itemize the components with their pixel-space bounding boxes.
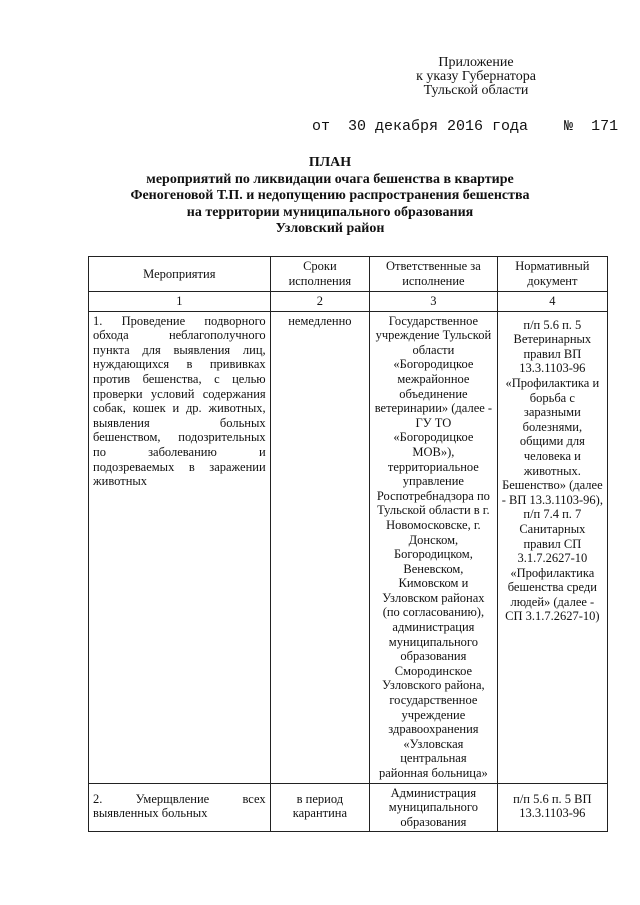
row-document: п/п 5.6 п. 5 Ветеринарных правил ВП 13.3.1103-96 «Профилактика и борьба с заразными болезнями, общими для человека и животных. Бешенство» (далее - ВП 13.3.1103-96), п/п 7.4 п. 7 Санитарных правил СП 3.1.7.2627-10 «Профилактика бешенства среди людей» (далее - СП 3.1.7.2627-10) xyxy=(497,311,607,783)
plan-table xyxy=(88,256,608,832)
appendix-line-3: Тульской области xyxy=(423,83,529,98)
title-line-3: Феногеновой Т.П. и недопущению распространения бешенства xyxy=(130,188,530,203)
row-activity: 2. Умерщвление всех выявленных больных xyxy=(89,783,271,832)
appendix-line-1: Приложение xyxy=(438,55,514,70)
title-line-4: на территории муниципального образования xyxy=(186,204,474,220)
column-number: 2 xyxy=(270,292,369,312)
dateline-from: от xyxy=(312,118,331,135)
decree-dateline xyxy=(312,118,619,135)
decree-number: 171 xyxy=(591,118,619,135)
table-header-row xyxy=(89,257,608,292)
number-sign: № xyxy=(564,118,574,135)
row-activity: 1. Проведение подворного обхода неблагополучного пункта для выявления лиц, нуждающихся в прививках против бешенства, с целью проверки условий содержания собак, кошек и др. животных, выявления больных бешенством, подозрительных по заболеванию и подозреваемых в заражении животных xyxy=(89,311,271,783)
row-term: немедленно xyxy=(270,311,369,783)
table-row xyxy=(89,783,608,832)
header-responsible: Ответственные за исполнение xyxy=(370,257,498,292)
title-line-2: мероприятий по ликвидации очага бешенства в квартире xyxy=(146,171,514,187)
column-number: 1 xyxy=(89,292,271,312)
header-terms: Сроки исполнения xyxy=(270,257,369,292)
plan-title xyxy=(60,155,600,238)
column-number: 4 xyxy=(497,292,607,312)
row-term: в период карантина xyxy=(270,783,369,832)
title-line-5: Узловский район xyxy=(275,221,385,236)
column-number-row xyxy=(89,292,608,312)
title-line-1: ПЛАН xyxy=(308,155,352,170)
row-document: п/п 5.6 п. 5 ВП 13.3.1103-96 xyxy=(497,783,607,832)
row-responsible: Администрация муниципального образования xyxy=(370,783,498,832)
appendix-block xyxy=(376,56,576,98)
column-number: 3 xyxy=(370,292,498,312)
appendix-line-2: к указу Губернатора xyxy=(416,69,536,84)
decree-date: 30 декабря 2016 года xyxy=(348,118,529,135)
row-responsible: Государственное учреждение Тульской области «Богородицкое межрайонное объединение ветеринарии» (далее - ГУ ТО «Богородицкое МОВ»), территориальное управление Роспотребнадзора по Тульской области в г. Новомосковске, г. Донском, Богородицком, Веневском, Кимовском и Узловском районах (по согласованию), администрация муниципального образования Смородинское Узловского района, государственное учреждение здравоохранения «Узловская центральная районная больница» xyxy=(370,311,498,783)
header-document: Нормативный документ xyxy=(497,257,607,292)
table-row xyxy=(89,311,608,783)
header-activities: Мероприятия xyxy=(89,257,271,292)
